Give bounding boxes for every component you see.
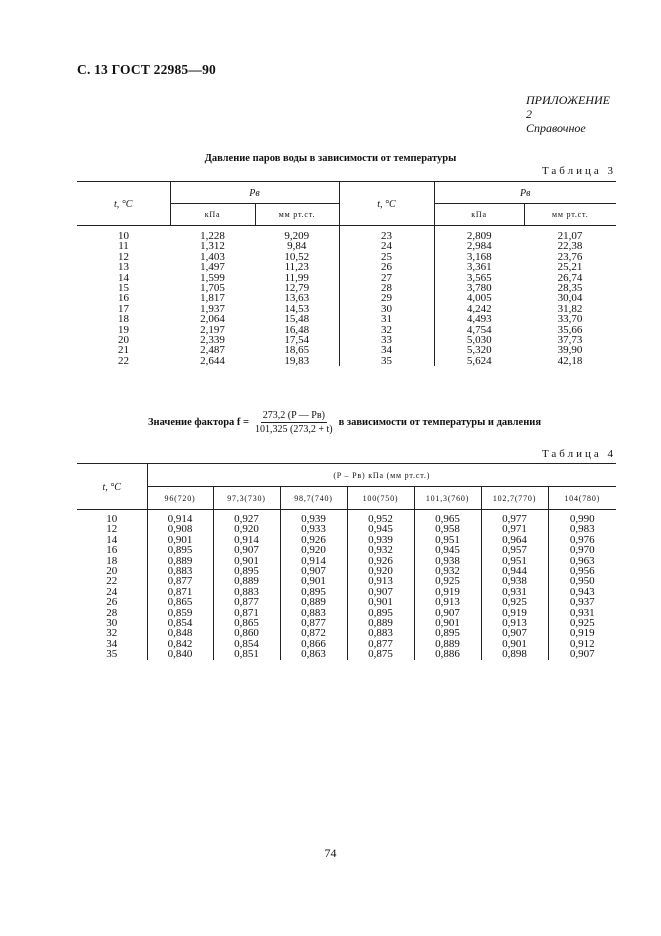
t3-row xyxy=(77,252,616,262)
t3-cell: 2,809 xyxy=(466,230,492,242)
t3-row xyxy=(77,241,616,251)
t3-cell: 3,780 xyxy=(466,282,492,295)
t4-cell: 0,860 xyxy=(213,628,280,638)
t3-cell: 5,030 xyxy=(466,334,492,347)
t4-cell: 10 xyxy=(77,510,147,525)
t4-cell: 0,956 xyxy=(569,565,595,578)
t4-cell: 0,919 xyxy=(414,587,481,597)
t4-cell: 0,925 xyxy=(414,576,481,586)
t3-header-temp-right: t, °C xyxy=(339,182,434,226)
t4-cell: 0,919 xyxy=(569,627,595,640)
t4-cell: 0,886 xyxy=(414,649,481,659)
t4-cell: 0,932 xyxy=(347,545,414,555)
t3-cell: 34 xyxy=(339,345,434,355)
t3-cell: 3,168 xyxy=(466,250,492,263)
t3-header-pressure-left: Pв xyxy=(170,182,339,204)
t3-row xyxy=(77,345,616,355)
t4-cell: 0,883 xyxy=(147,566,213,576)
t3-cell: 37,73 xyxy=(557,334,583,347)
t3-row xyxy=(77,325,616,335)
t4-cell: 0,964 xyxy=(481,535,548,545)
t4-cell: 0,895 xyxy=(414,628,481,638)
t4-cell: 0,951 xyxy=(414,535,481,545)
t3-cell: 13,63 xyxy=(255,293,339,303)
t3-cell: 14,53 xyxy=(255,304,339,314)
t4-cell: 0,865 xyxy=(147,597,213,607)
t3-cell: 10,52 xyxy=(255,252,339,262)
t4-cell: 0,877 xyxy=(347,639,414,649)
t3-cell: 23,76 xyxy=(557,250,583,263)
t4-cell: 0,898 xyxy=(481,649,548,659)
t3-cell: 21,07 xyxy=(557,230,583,242)
t3-cell: 28 xyxy=(339,283,434,293)
t3-cell: 32 xyxy=(339,325,434,335)
t4-cell: 0,851 xyxy=(213,649,280,659)
t4-pressure-header: 104(780) xyxy=(548,487,616,510)
t4-row xyxy=(77,628,616,638)
t3-cell: 4,493 xyxy=(466,313,492,326)
t4-pressure-header: 102,7(770) xyxy=(481,487,548,510)
table3-title: Давление паров воды в зависимости от температуры xyxy=(204,153,457,164)
t4-cell: 0,913 xyxy=(414,597,481,607)
factor-table xyxy=(77,463,616,660)
t4-row xyxy=(77,639,616,649)
t3-cell: 2,644 xyxy=(200,354,225,367)
t4-cell: 0,895 xyxy=(213,566,280,576)
t3-unit-kpa-right: кПа xyxy=(434,204,524,226)
t3-cell: 11,23 xyxy=(255,262,339,272)
t4-cell: 0,877 xyxy=(147,576,213,586)
t4-cell: 0,866 xyxy=(280,639,347,649)
t3-cell: 10 xyxy=(118,230,129,242)
t3-cell: 16,48 xyxy=(255,325,339,335)
t4-cell: 16 xyxy=(77,545,147,555)
t4-cell: 0,854 xyxy=(213,639,280,649)
t4-cell: 0,920 xyxy=(213,524,280,534)
t3-cell: 5,624 xyxy=(466,354,492,367)
t4-cell: 0,925 xyxy=(569,617,595,630)
t4-cell: 0,907 xyxy=(347,587,414,597)
t4-cell: 0,926 xyxy=(347,556,414,566)
t4-row xyxy=(77,556,616,566)
t3-cell: 22,38 xyxy=(557,240,583,253)
t4-cell: 0,965 xyxy=(414,510,481,525)
t3-cell: 11 xyxy=(118,240,129,253)
t3-row xyxy=(77,283,616,293)
t3-cell: 33 xyxy=(339,335,434,345)
t4-cell: 30 xyxy=(77,618,147,628)
t3-cell: 1,497 xyxy=(200,261,225,274)
t4-cell: 0,971 xyxy=(481,524,548,534)
t3-cell: 42,18 xyxy=(557,354,583,367)
t3-cell: 18 xyxy=(118,313,129,326)
formula-prefix: Значение фактора f = xyxy=(148,417,250,428)
t3-row xyxy=(77,273,616,283)
t4-cell: 0,907 xyxy=(213,545,280,555)
t3-cell: 17 xyxy=(118,302,129,315)
t3-row xyxy=(77,304,616,314)
t3-cell: 30 xyxy=(339,304,434,314)
t4-cell: 24 xyxy=(77,587,147,597)
t3-unit-mm: мм рт.ст. xyxy=(255,204,339,226)
t3-cell: 15,48 xyxy=(255,314,339,324)
t4-cell: 0,938 xyxy=(414,556,481,566)
t4-cell: 0,883 xyxy=(280,608,347,618)
t3-row xyxy=(77,226,616,242)
t4-cell: 0,871 xyxy=(147,587,213,597)
t4-cell: 0,907 xyxy=(569,648,595,661)
t4-cell: 0,977 xyxy=(481,510,548,525)
t4-cell: 0,901 xyxy=(347,597,414,607)
t4-cell: 0,889 xyxy=(414,639,481,649)
t4-header-temp: t, °C xyxy=(77,464,147,510)
t4-cell: 0,913 xyxy=(347,576,414,586)
t3-cell: 11,99 xyxy=(255,273,339,283)
t4-cell: 35 xyxy=(77,649,147,659)
t3-cell: 3,361 xyxy=(466,261,492,274)
t4-cell: 0,875 xyxy=(347,649,414,659)
t3-unit-kpa: кПа xyxy=(170,204,255,226)
t3-unit-mm-right: мм рт.ст. xyxy=(524,204,616,226)
t4-row xyxy=(77,510,616,525)
t3-cell: 21 xyxy=(118,344,129,357)
t3-cell: 1,228 xyxy=(200,230,225,242)
t4-cell: 0,945 xyxy=(414,545,481,555)
t4-row xyxy=(77,649,616,659)
t4-pressure-header: 101,3(760) xyxy=(414,487,481,510)
t4-cell: 0,907 xyxy=(280,566,347,576)
t3-cell: 13 xyxy=(118,261,129,274)
t4-cell: 0,908 xyxy=(147,524,213,534)
t3-cell: 29 xyxy=(339,293,434,303)
table3-label: Таблица 3 xyxy=(541,165,616,177)
t3-cell: 18,65 xyxy=(255,345,339,355)
t4-cell: 26 xyxy=(77,597,147,607)
t4-cell: 0,914 xyxy=(280,556,347,566)
table4-label: Таблица 4 xyxy=(541,448,616,460)
t3-cell: 35,66 xyxy=(557,323,583,336)
t3-cell: 26,74 xyxy=(557,271,583,284)
t4-row xyxy=(77,587,616,597)
t4-cell: 0,990 xyxy=(569,513,595,525)
t3-cell: 2,339 xyxy=(200,334,225,347)
t3-cell: 33,70 xyxy=(557,313,583,326)
t3-cell: 12 xyxy=(118,250,129,263)
t3-row xyxy=(77,293,616,303)
t4-cell: 0,907 xyxy=(481,628,548,638)
t3-cell: 15 xyxy=(118,282,129,295)
t4-cell: 0,983 xyxy=(569,523,595,536)
t3-cell: 19,83 xyxy=(255,356,339,366)
t4-cell: 0,950 xyxy=(569,575,595,588)
t4-cell: 0,944 xyxy=(481,566,548,576)
t4-pressure-header: 96(720) xyxy=(147,487,213,510)
t4-cell: 0,871 xyxy=(213,608,280,618)
t3-cell: 39,90 xyxy=(557,344,583,357)
t3-cell: 23 xyxy=(339,226,434,242)
formula-numerator: 273,2 (P — Pв) xyxy=(262,410,325,421)
t3-cell: 4,754 xyxy=(466,323,492,336)
t4-cell: 0,889 xyxy=(280,597,347,607)
t4-cell: 22 xyxy=(77,576,147,586)
t4-cell: 0,931 xyxy=(481,587,548,597)
formula-suffix: в зависимости от температуры и давления xyxy=(338,417,542,428)
t3-cell: 19 xyxy=(118,323,129,336)
t4-cell: 0,914 xyxy=(147,510,213,525)
t4-cell: 0,945 xyxy=(347,524,414,534)
t3-cell: 5,320 xyxy=(466,344,492,357)
t4-header-pressure-group: (P – Pв) кПа (мм рт.ст.) xyxy=(147,464,616,487)
t4-cell: 0,883 xyxy=(347,628,414,638)
t4-cell: 0,951 xyxy=(481,556,548,566)
t4-cell: 0,952 xyxy=(347,510,414,525)
t4-cell: 0,920 xyxy=(347,566,414,576)
t3-cell: 26 xyxy=(339,262,434,272)
t3-cell: 4,242 xyxy=(466,302,492,315)
t3-cell: 12,79 xyxy=(255,283,339,293)
t3-cell: 17,54 xyxy=(255,335,339,345)
t3-cell: 25,21 xyxy=(557,261,583,274)
t4-cell: 0,840 xyxy=(147,649,213,659)
factor-formula xyxy=(148,410,541,435)
t4-cell: 0,901 xyxy=(147,535,213,545)
t4-cell: 0,976 xyxy=(569,533,595,546)
t3-cell: 1,937 xyxy=(200,302,225,315)
t4-row xyxy=(77,597,616,607)
t4-cell: 34 xyxy=(77,639,147,649)
t3-cell: 14 xyxy=(118,271,129,284)
t4-cell: 0,925 xyxy=(481,597,548,607)
page-number: 74 xyxy=(324,846,337,860)
t4-cell: 0,883 xyxy=(213,587,280,597)
t4-row xyxy=(77,566,616,576)
t4-cell: 0,927 xyxy=(213,510,280,525)
t4-cell: 0,863 xyxy=(280,649,347,659)
t4-cell: 18 xyxy=(77,556,147,566)
t3-cell: 28,35 xyxy=(557,282,583,295)
t4-cell: 0,848 xyxy=(147,628,213,638)
formula-fraction xyxy=(253,410,335,435)
t4-row xyxy=(77,618,616,628)
appendix-subtitle: Справочное xyxy=(526,121,586,135)
t4-cell: 0,957 xyxy=(481,545,548,555)
t4-row xyxy=(77,576,616,586)
t3-row xyxy=(77,262,616,272)
t4-pressure-header: 97,3(730) xyxy=(213,487,280,510)
t3-cell: 2,487 xyxy=(200,344,225,357)
t4-row xyxy=(77,545,616,555)
t4-cell: 0,895 xyxy=(280,587,347,597)
t4-cell: 0,914 xyxy=(213,535,280,545)
t4-cell: 20 xyxy=(77,566,147,576)
t4-cell: 0,939 xyxy=(280,510,347,525)
t4-cell: 0,933 xyxy=(280,524,347,534)
t4-cell: 0,895 xyxy=(147,545,213,555)
t3-cell: 1,312 xyxy=(200,240,225,253)
t3-cell: 2,064 xyxy=(200,313,225,326)
t4-cell: 0,939 xyxy=(347,535,414,545)
t4-cell: 0,889 xyxy=(147,556,213,566)
t4-cell: 0,901 xyxy=(280,576,347,586)
appendix-block xyxy=(526,93,614,135)
t3-header-pressure-right: Pв xyxy=(434,182,616,204)
appendix-title: ПРИЛОЖЕНИЕ 2 xyxy=(526,93,610,121)
t4-pressure-header: 98,7(740) xyxy=(280,487,347,510)
t4-cell: 12 xyxy=(77,524,147,534)
t4-cell: 32 xyxy=(77,628,147,638)
vapor-pressure-table xyxy=(77,181,616,366)
t3-cell: 3,565 xyxy=(466,271,492,284)
t3-cell: 31 xyxy=(339,314,434,324)
t4-cell: 0,901 xyxy=(414,618,481,628)
t4-cell: 0,907 xyxy=(414,608,481,618)
t3-cell: 1,817 xyxy=(200,292,225,305)
t3-cell: 24 xyxy=(339,241,434,251)
t3-cell: 27 xyxy=(339,273,434,283)
t3-cell: 9,84 xyxy=(255,241,339,251)
t3-cell: 4,005 xyxy=(466,292,492,305)
t4-cell: 0,889 xyxy=(347,618,414,628)
t3-cell: 31,82 xyxy=(557,302,583,315)
t3-cell: 22 xyxy=(118,354,129,367)
t4-cell: 0,970 xyxy=(569,544,595,557)
page-header: С. 13 ГОСТ 22985—90 xyxy=(77,62,216,77)
t4-cell: 0,842 xyxy=(147,639,213,649)
t4-row xyxy=(77,535,616,545)
t4-pressure-header: 100(750) xyxy=(347,487,414,510)
t3-header-temp: t, °C xyxy=(77,182,170,226)
t4-cell: 0,926 xyxy=(280,535,347,545)
t4-cell: 0,931 xyxy=(569,606,595,619)
t3-cell: 35 xyxy=(339,356,434,366)
t4-cell: 0,938 xyxy=(481,576,548,586)
t3-cell: 1,599 xyxy=(200,271,225,284)
t3-cell: 30,04 xyxy=(557,292,583,305)
t4-cell: 0,912 xyxy=(569,637,595,650)
t3-cell: 2,984 xyxy=(466,240,492,253)
t4-cell: 0,854 xyxy=(147,618,213,628)
t4-cell: 0,943 xyxy=(569,585,595,598)
t3-cell: 20 xyxy=(118,334,129,347)
t4-cell: 0,877 xyxy=(213,597,280,607)
t3-cell: 9,209 xyxy=(255,226,339,242)
t4-cell: 0,937 xyxy=(569,596,595,609)
t4-cell: 0,889 xyxy=(213,576,280,586)
t3-cell: 1,403 xyxy=(200,250,225,263)
t4-cell: 0,932 xyxy=(414,566,481,576)
t4-cell: 0,872 xyxy=(280,628,347,638)
t4-cell: 0,963 xyxy=(569,554,595,567)
t4-cell: 0,913 xyxy=(481,618,548,628)
t3-row xyxy=(77,356,616,366)
t3-cell: 1,705 xyxy=(200,282,225,295)
t4-cell: 0,901 xyxy=(213,556,280,566)
t3-cell: 16 xyxy=(118,292,129,305)
t3-row xyxy=(77,314,616,324)
t4-cell: 0,865 xyxy=(213,618,280,628)
t4-cell: 0,920 xyxy=(280,545,347,555)
t4-row xyxy=(77,524,616,534)
t4-cell: 0,958 xyxy=(414,524,481,534)
t3-cell: 25 xyxy=(339,252,434,262)
t4-cell: 0,901 xyxy=(481,639,548,649)
t3-cell: 2,197 xyxy=(200,323,225,336)
t3-row xyxy=(77,335,616,345)
t4-cell: 0,919 xyxy=(481,608,548,618)
t4-cell: 0,895 xyxy=(347,608,414,618)
t4-row xyxy=(77,608,616,618)
t4-cell: 0,859 xyxy=(147,608,213,618)
t4-cell: 14 xyxy=(77,535,147,545)
formula-denominator: 101,325 (273,2 + t) xyxy=(255,424,333,435)
t4-cell: 28 xyxy=(77,608,147,618)
t4-cell: 0,877 xyxy=(280,618,347,628)
